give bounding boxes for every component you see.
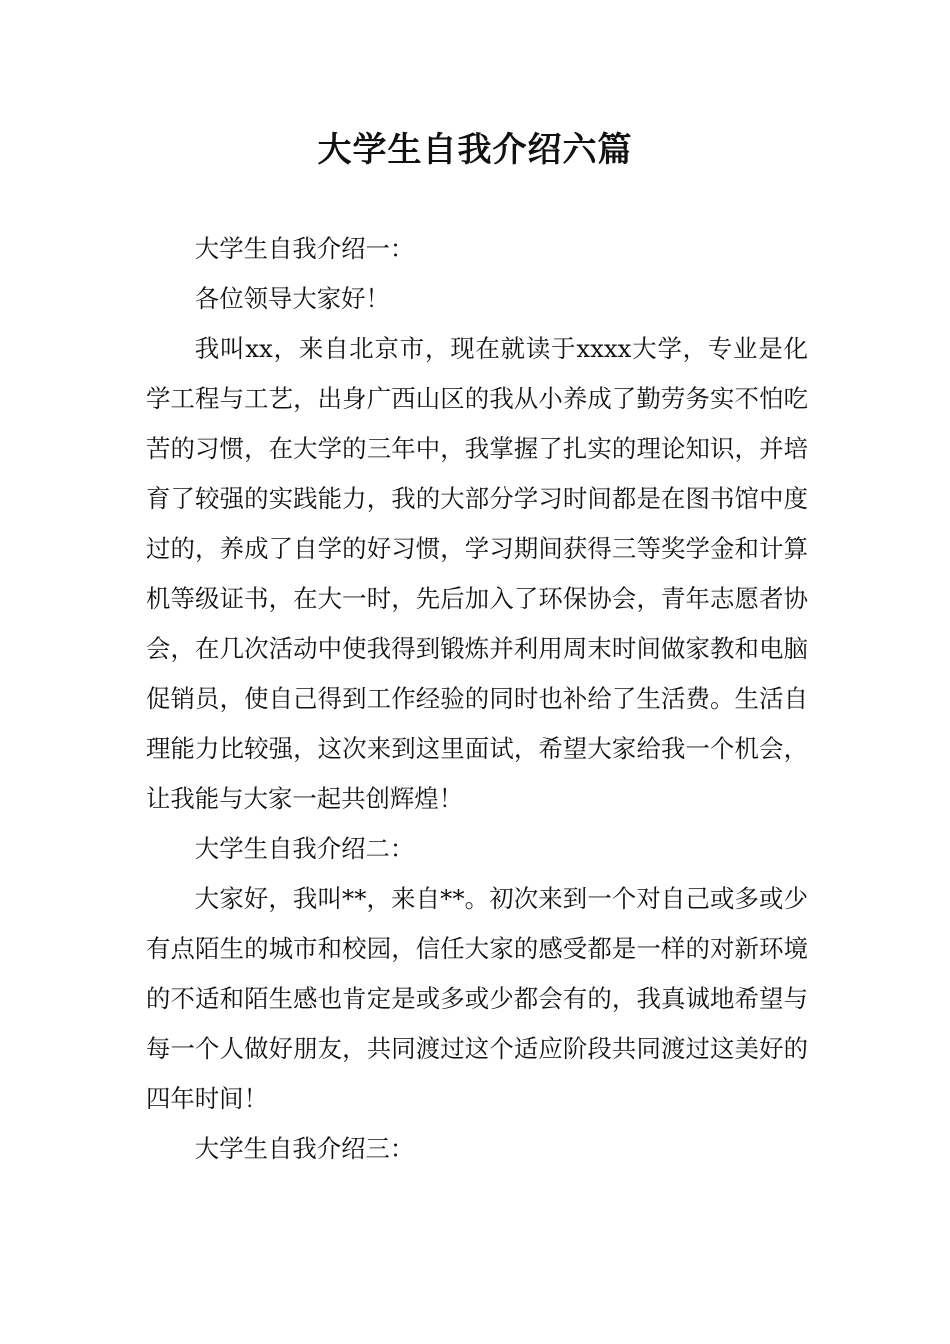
greeting-paragraph: 各位领导大家好！ bbox=[194, 284, 390, 313]
section-heading-1: 大学生自我介绍一： bbox=[194, 234, 415, 263]
section-heading-3: 大学生自我介绍三： bbox=[194, 1134, 415, 1163]
section-heading-2: 大学生自我介绍二： bbox=[194, 834, 415, 863]
document-body bbox=[146, 224, 808, 1174]
intro-one-paragraph: 我叫xx，来自北京市，现在就读于xxxx大学，专业是化学工程与工艺，出身广西山区的我从小养成了勤劳务实不怕吃苦的习惯，在大学的三年中，我掌握了扎实的理论知识，并培育了较强的实践能力，我的大部分学习时间都是在图书馆中度过的，养成了自学的好习惯，学习期间获得三等奖学金和计算机等级证书，在大一时，先后加入了环保协会，青年志愿者协会，在几次活动中使我得到锻炼并利用周末时间做家教和电脑促销员，使自己得到工作经验的同时也补给了生活费。生活自理能力比较强，这次来到这里面试，希望大家给我一个机会，让我能与大家一起共创辉煌！ bbox=[146, 334, 808, 813]
document-title: 大学生自我介绍六篇 bbox=[317, 130, 633, 170]
intro-two-paragraph: 大家好，我叫**，来自**。初次来到一个对自己或多或少有点陌生的城市和校园，信任大家的感受都是一样的对新环境的不适和陌生感也肯定是或多或少都会有的，我真诚地希望与每一个人做好朋友，共同渡过这个适应阶段共同渡过这美好的四年时间！ bbox=[146, 884, 808, 1113]
